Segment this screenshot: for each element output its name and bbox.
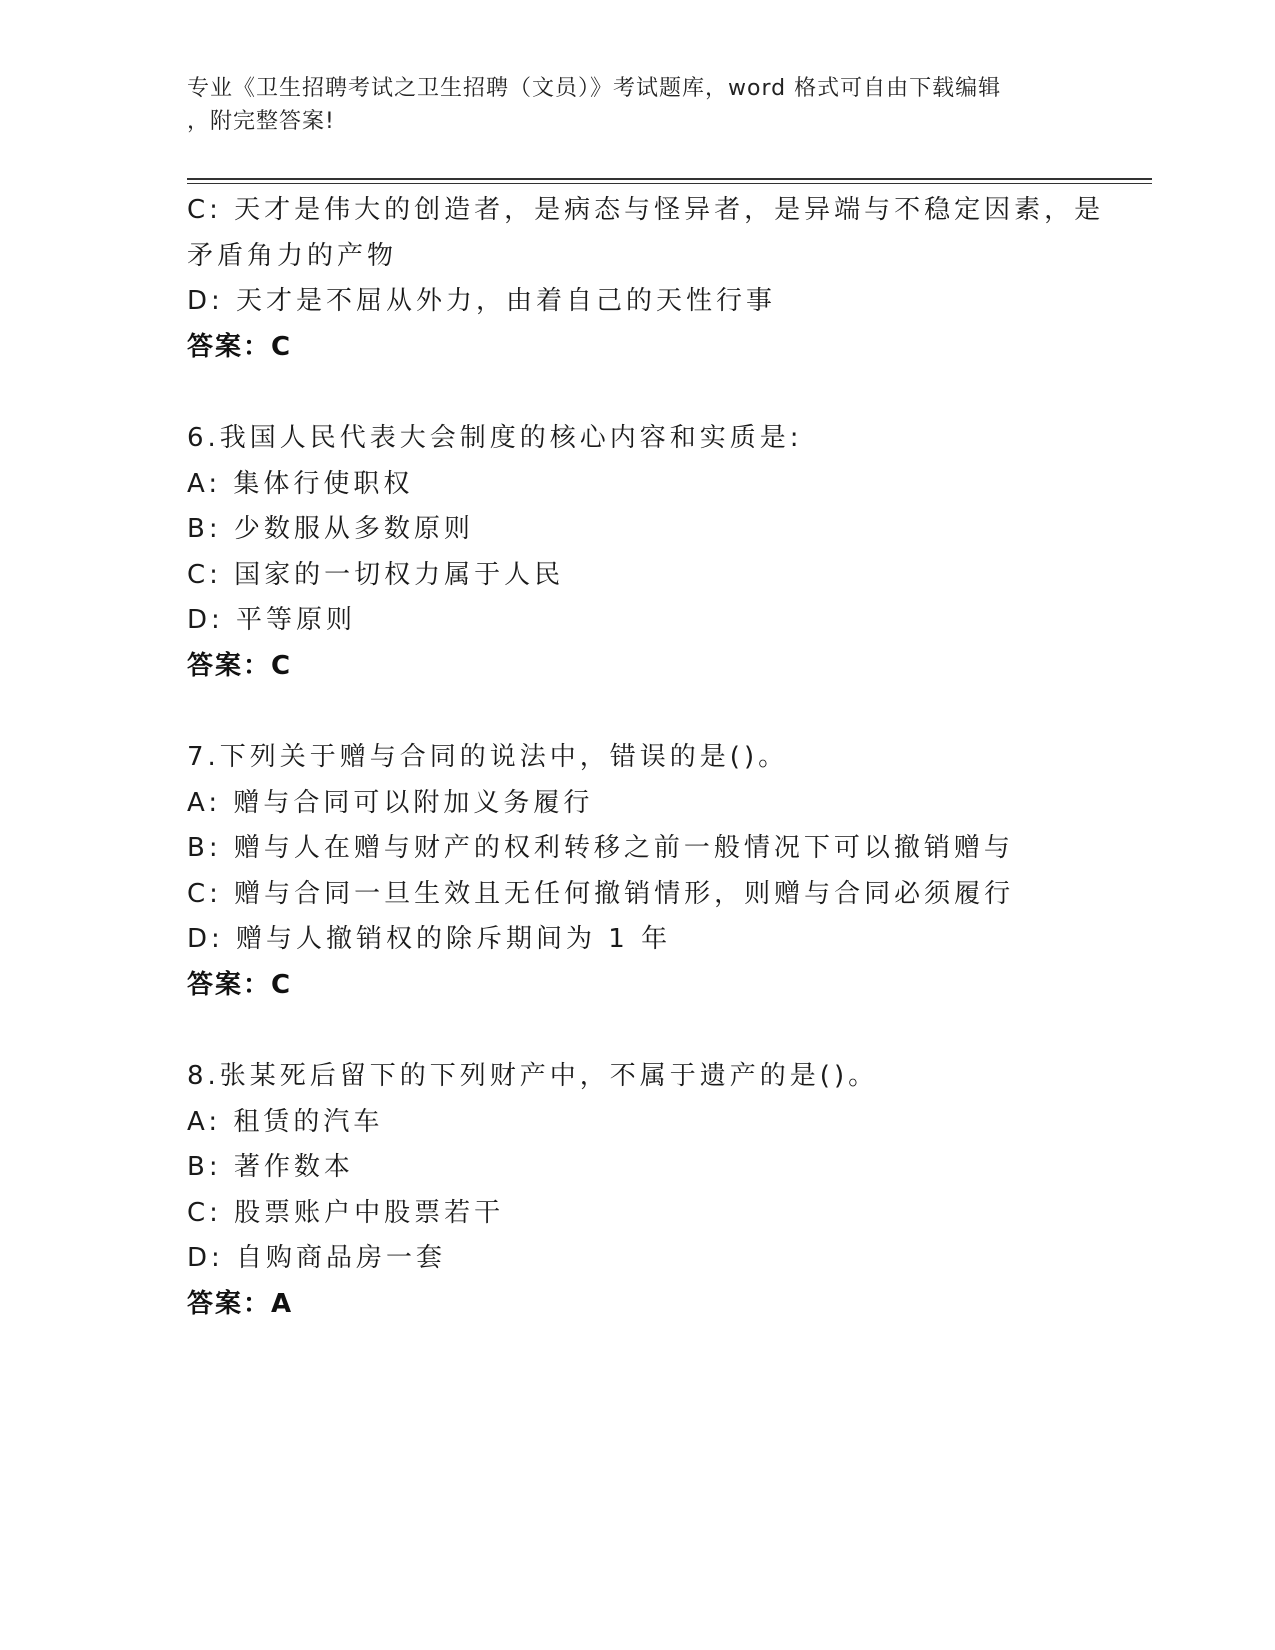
question-block-6 xyxy=(187,416,1107,689)
question-block-8 xyxy=(187,1054,1107,1327)
answer-line: 答案：A xyxy=(187,1288,294,1319)
header-line-2: ，附完整答案! xyxy=(187,109,335,134)
question-title: 8.张某死后留下的下列财产中，不属于遗产的是()。 xyxy=(187,1061,879,1091)
header-divider-thick xyxy=(187,178,1152,180)
option-a: A: 赠与合同可以附加义务履行 xyxy=(187,787,594,818)
question-block-prev xyxy=(187,188,1107,370)
question-title: 6.我国人民代表大会制度的核心内容和实质是: xyxy=(187,423,803,453)
option-c: C: 天才是伟大的创造者，是病态与怪异者，是异端与不稳定因素，是 xyxy=(187,195,1105,225)
header-line-1: 专业《卫生招聘考试之卫生招聘（文员）》考试题库，word 格式可自由下载编辑 xyxy=(187,76,1002,101)
header-divider-thin xyxy=(187,183,1152,184)
answer-line: 答案：C xyxy=(187,331,293,362)
option-b: B: 赠与人在赠与财产的权利转移之前一般情况下可以撤销赠与 xyxy=(187,833,1014,863)
option-c-continued: 矛盾角力的产物 xyxy=(187,240,398,271)
option-c: C: 国家的一切权力属于人民 xyxy=(187,559,565,590)
answer-line: 答案：C xyxy=(187,650,293,681)
question-title: 7.下列关于赠与合同的说法中，错误的是()。 xyxy=(187,742,789,772)
option-a: A: 集体行使职权 xyxy=(187,468,414,499)
option-b: B: 少数服从多数原则 xyxy=(187,514,474,544)
option-d: D: 自购商品房一套 xyxy=(187,1243,447,1273)
option-c: C: 股票账户中股票若干 xyxy=(187,1197,505,1228)
option-d: D: 赠与人撤销权的除斥期间为 1 年 xyxy=(187,924,672,954)
spacer xyxy=(187,689,1107,735)
option-c: C: 赠与合同一旦生效且无任何撤销情形，则赠与合同必须履行 xyxy=(187,878,1015,909)
answer-line: 答案：C xyxy=(187,969,293,1000)
option-a: A: 租赁的汽车 xyxy=(187,1106,384,1137)
spacer xyxy=(187,370,1107,416)
spacer xyxy=(187,1008,1107,1054)
option-d: D: 天才是不屈从外力，由着自己的天性行事 xyxy=(187,286,777,316)
question-list xyxy=(187,188,1107,1327)
document-header xyxy=(187,72,1067,138)
option-b: B: 著作数本 xyxy=(187,1152,354,1182)
option-d: D: 平等原则 xyxy=(187,605,357,635)
question-block-7 xyxy=(187,735,1107,1008)
